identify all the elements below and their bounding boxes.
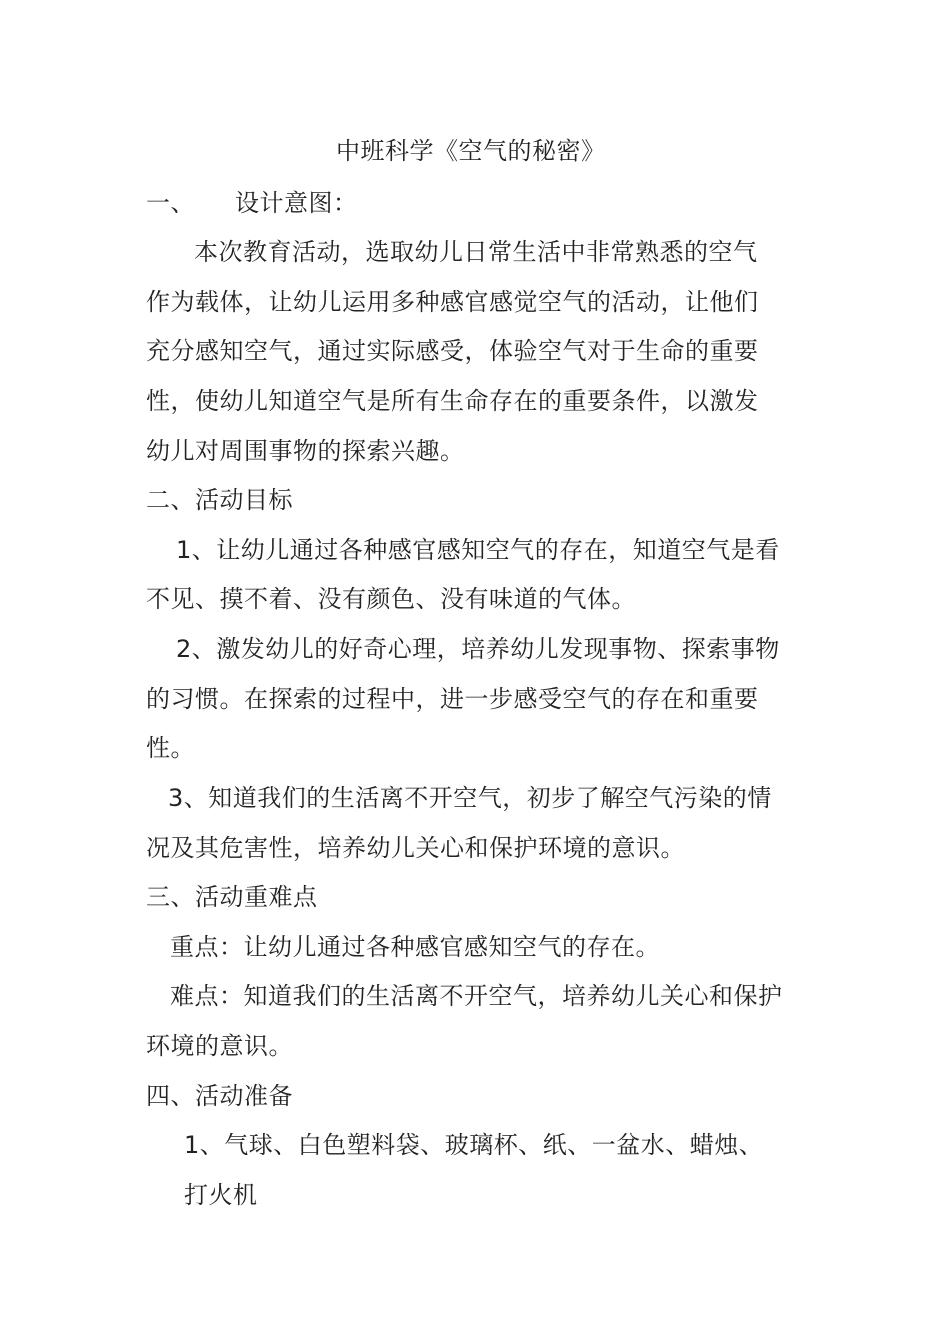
difficulty-line: 环境的意识。 <box>146 1032 293 1060</box>
section2-heading: 二、活动目标 <box>146 486 293 514</box>
prep-item1-number: 1 <box>184 1131 200 1159</box>
document-title: 中班科学《空气的秘密》 <box>336 137 606 165</box>
goal3-text: 、知道我们的生活离不开空气，初步了解空气污染的情 <box>183 784 772 812</box>
section1-heading-number: 一、 <box>146 189 195 217</box>
prep-item1-text: 、气球、白色塑料袋、玻璃杯、纸、一盆水、蜡烛、 <box>199 1131 764 1159</box>
goal1-text: 、让幼儿通过各种感官感知空气的存在，知道空气是看 <box>191 536 780 564</box>
goal2-line: 性。 <box>146 734 195 762</box>
goal2-line: 的习惯。在探索的过程中，进一步感受空气的存在和重要 <box>146 685 759 713</box>
goal2-text: 、激发幼儿的好奇心理，培养幼儿发现事物、探索事物 <box>191 635 780 663</box>
section4-heading: 四、活动准备 <box>146 1082 293 1110</box>
section1-paragraph-line: 本次教育活动，选取幼儿日常生活中非常熟悉的空气 <box>194 238 758 266</box>
section1-paragraph-line: 幼儿对周围事物的探索兴趣。 <box>146 437 465 465</box>
key-point: 重点：让幼儿通过各种感官感知空气的存在。 <box>170 933 660 961</box>
goal2-number: 2 <box>176 635 192 663</box>
goal3-line: 况及其危害性，培养幼儿关心和保护环境的意识。 <box>146 834 685 862</box>
section1-paragraph-line: 充分感知空气，通过实际感受，体验空气对于生命的重要 <box>146 337 759 365</box>
section1-heading-text: 设计意图： <box>235 189 358 217</box>
goal3-number: 3 <box>168 784 184 812</box>
prep-item1-line <box>184 1130 763 1160</box>
section3-heading: 三、活动重难点 <box>146 883 318 911</box>
goal1-line: 不见、摸不着、没有颜色、没有味道的气体。 <box>146 585 636 613</box>
section1-paragraph-line: 性，使幼儿知道空气是所有生命存在的重要条件，以激发 <box>146 387 759 415</box>
prep-item1-line: 打火机 <box>184 1181 258 1209</box>
goal1-line <box>176 535 780 565</box>
goal1-number: 1 <box>176 536 192 564</box>
section1-heading <box>146 188 358 218</box>
section1-paragraph-line: 作为载体，让幼儿运用多种感官感觉空气的活动，让他们 <box>146 288 759 316</box>
difficulty-line: 难点：知道我们的生活离不开空气，培养幼儿关心和保护 <box>170 982 783 1010</box>
goal2-line <box>176 634 780 664</box>
goal3-line <box>168 783 772 813</box>
